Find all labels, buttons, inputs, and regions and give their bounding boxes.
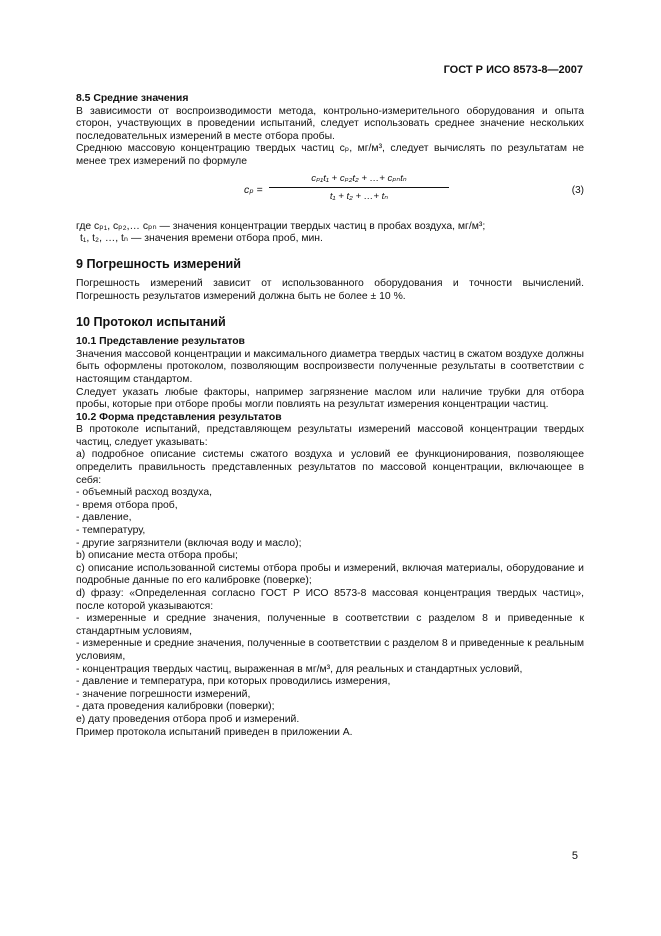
section-10-heading: 10 Протокол испытаний [76, 314, 226, 329]
formula-fraction [269, 173, 449, 204]
list-item: - измеренные и средние значения, полученные в соответствии с разделом 8 и приведенные к стандартным условиям, [76, 613, 584, 637]
section-8-5-paragraph-2: Среднюю массовую концентрацию твердых частиц cₚ, мг/м³, следует вычислять по результатам не менее трех измерений по формуле [76, 143, 584, 167]
page-number: 5 [571, 850, 578, 862]
section-10-1-paragraph-2: Следует указать любые факторы, например загрязнение маслом или наличие трубки для отбора пробы, которые при отборе пробы могли повлиять на результат измерения концентрации частиц. [76, 386, 584, 411]
formula-where-2: t₁, t₂, …, tₙ — значения времени отбора проб, мин. [80, 233, 323, 245]
list-item: - измеренные и средние значения, полученные в соответствии с разделом 8 и приведенные к реальным условиям, [76, 638, 584, 662]
list-item-d: d) фразу: «Определенная согласно ГОСТ Р ИСО 8573-8 массовая концентрация твердых частиц», после которой указываются: [76, 588, 584, 612]
page-content [76, 93, 584, 739]
list-item: - дата проведения калибровки (поверки); [76, 701, 275, 713]
formula-lhs: cₚ = [244, 184, 263, 196]
section-10-1-paragraph-1: Значения массовой концентрации и максимального диаметра твердых частиц в сжатом воздухе должны быть оформлены протоколом, позволяющим воспроизвести полученные результаты в соответствии с настоящим стандартом. [76, 348, 584, 385]
section-9-paragraph: Погрешность измерений зависит от использованного оборудования и точности вычислений. Погрешность результатов измерений должна быть не более ± 10 %. [76, 278, 584, 302]
section-10-1-heading: 10.1 Представление результатов [76, 336, 245, 348]
section-8-5-paragraph-1: В зависимости от воспроизводимости метода, контрольно-измерительного оборудования и опыта сторон, участвующих в проведении испытаний, следует использовать среднее значение нескольких последовательных измерений в месте отбора пробы. [76, 105, 584, 142]
list-item: - другие загрязнители (включая воду и масло); [76, 537, 302, 549]
list-item-e: е) дату проведения отбора проб и измерений. [76, 713, 300, 725]
section-9-heading: 9 Погрешность измерений [76, 256, 242, 271]
section-8-5-heading: 8.5 Средние значения [76, 93, 189, 104]
list-item: - объемный расход воздуха, [76, 487, 212, 499]
list-item: - концентрация твердых частиц, выраженная в мг/м³, для реальных и стандартных условий, [76, 663, 523, 675]
list-item: - значение погрешности измерений, [76, 688, 251, 700]
formula-numerator: cₚ₁t₁ + cₚ₂t₂ + …+ cₚₙtₙ [269, 173, 449, 189]
section-10-2-heading: 10.2 Форма представления результатов [76, 411, 282, 423]
section-10-2-paragraph-1: В протоколе испытаний, представляющем результаты измерений массовой концентрации твердых частиц, следует указывать: [76, 424, 584, 448]
list-item-b: b) описание места отбора пробы; [76, 550, 238, 562]
formula-where-1: где cₚ₁, cₚ₂,… cₚₙ — значения концентрации твердых частиц в пробах воздуха, мг/м³; [76, 220, 486, 232]
list-item-c: с) описание использованной системы отбора пробы и измерений, включая материалы, оборудование и подробные данные по его калибровке (поверке); [76, 562, 584, 587]
closing-note: Пример протокола испытаний приведен в приложении А. [76, 726, 353, 738]
formula-denominator: t₁ + t₂ + …+ tₙ [329, 191, 389, 203]
list-item-a: а) подробное описание системы сжатого воздуха и условий ее функционирования, позволяющее определить правильность представленных результатов по массовой концентрации, включающее в себя: [76, 449, 584, 486]
list-item: - время отбора проб, [76, 499, 178, 511]
formula-3 [76, 169, 584, 221]
formula-number: (3) [571, 184, 584, 196]
list-item: - давление, [76, 512, 132, 524]
list-item: - давление и температура, при которых проводились измерения, [76, 676, 391, 688]
standard-header: ГОСТ Р ИСО 8573-8—2007 [443, 64, 583, 76]
list-item: - температуру, [76, 525, 146, 537]
